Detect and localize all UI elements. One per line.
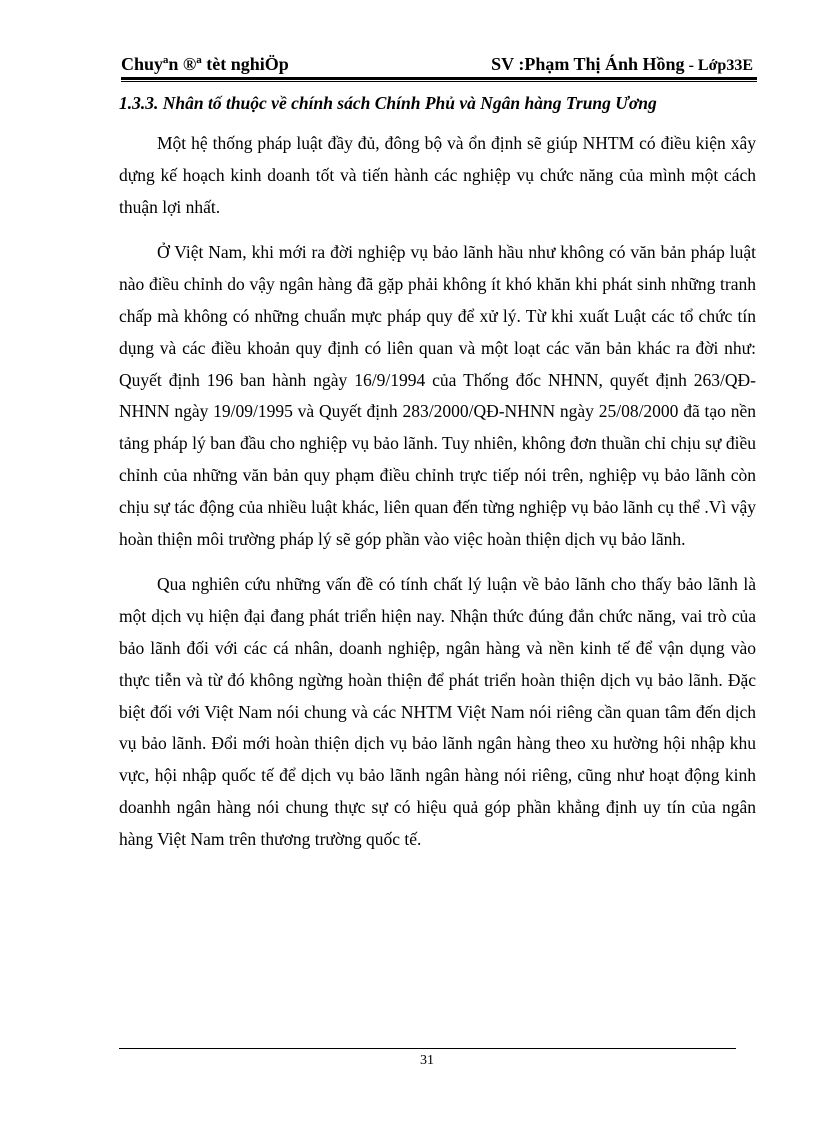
paragraph-1: Một hệ thống pháp luật đầy đủ, đông bộ và ổn định sẽ giúp NHTM có điều kiện xây dựng kế hoạch kinh doanh tốt và tiến hành các nghiệp vụ chức năng của mình một cách thuận lợi nhất. — [119, 133, 756, 217]
paragraph-3: Qua nghiên cứu những vấn đề có tính chất lý luận về bảo lãnh cho thấy bảo lãnh là một dịch vụ hiện đại đang phát triển hiện nay. Nhận thức đúng đắn chức năng, vai trò của bảo lãnh đối với các cá nhân, doanh nghiệp, ngân hàng và nền kinh tế để vận dụng vào thực tiễn và từ đó không ngừng hoàn thiện để phát triển hoàn thiện dịch vụ bảo lãnh. Đặc biệt đối với Việt Nam nói chung và các NHTM Việt Nam nói riêng cần quan tâm đến dịch vụ bảo lãnh. Đổi mới hoàn thiện dịch vụ bảo lãnh ngân hàng theo xu hường hội nhập khu vực, hội nhập quốc tế để dịch vụ bảo lãnh ngân hàng nói riêng, cũng như hoạt động kinh doanhh ngân hàng nói chung thực sự có hiệu quả góp phần khẳng định uy tín của ngân hàng Việt Nam trên thương trường quốc tế. — [119, 574, 756, 849]
section-heading: 1.3.3. Nhân tố thuộc về chính sách Chính Phủ và Ngân hàng Trung Ương — [119, 93, 657, 113]
footer-divider — [119, 1048, 736, 1049]
paragraph-2: Ở Việt Nam, khi mới ra đời nghiệp vụ bảo lãnh hầu như không có văn bản pháp luật nào điều chỉnh do vậy ngân hàng đã gặp phải không ít khó khăn khi phát sinh những tranh chấp mà không có những chuẩn mực pháp quy để xử lý. Từ khi xuất Luật các tổ chức tín dụng và các điều khoản quy định có liên quan và một loạt các văn bản khác ra đời như: Quyết định 196 ban hành ngày 16/9/1994 của Thống đốc NHNN, quyết định 263/QĐ- NHNN ngày 19/09/1995 và Quyết định 283/2000/QĐ-NHNN ngày 25/08/2000 đã tạo nền tảng pháp lý ban đầu cho nghiệp vụ bảo lãnh. Tuy nhiên, không đơn thuần chỉ chịu sự điều chỉnh của những văn bản quy phạm điều chỉnh trực tiếp nói trên, nghiệp vụ bảo lãnh còn chịu sự tác động của nhiều luật khác, liên quan đến từng nghiệp vụ bảo lãnh cụ thể .Vì vậy hoàn thiện môi trường pháp lý sẽ góp phần vào việc hoàn thiện dịch vụ bảo lãnh. — [119, 242, 756, 549]
running-header — [121, 52, 757, 76]
header-title: Chuyªn ®ª tèt nghiÖp — [121, 54, 289, 74]
header-divider — [121, 77, 757, 82]
header-class: Lớp33E — [697, 57, 753, 74]
header-author-name: SV :Phạm Thị Ánh Hồng — [491, 54, 685, 74]
header-author — [491, 54, 753, 75]
page-number: 31 — [420, 1053, 434, 1068]
body-text — [119, 128, 756, 870]
header-separator: - — [684, 57, 698, 74]
